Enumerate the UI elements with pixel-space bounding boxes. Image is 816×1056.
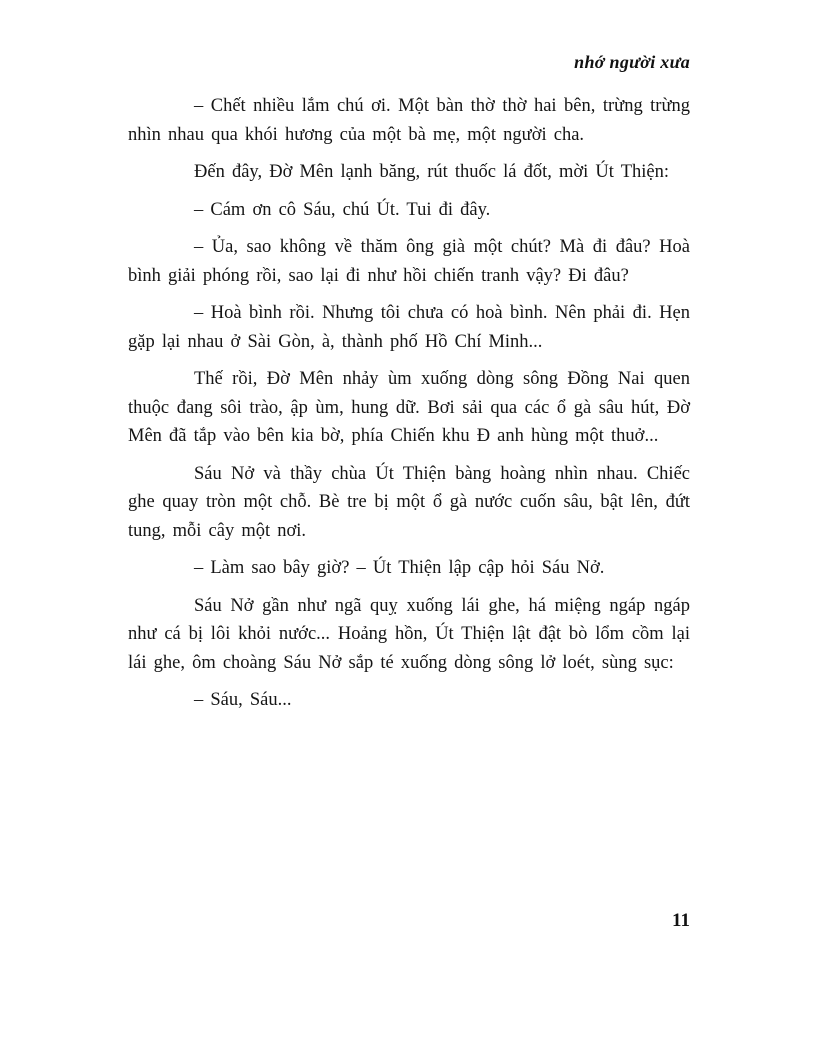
- paragraph: – Ủa, sao không về thăm ông già một chút? Mà đi đâu? Hoà bình giải phóng rồi, sao lại đi như hồi chiến tranh vậy? Đi đâu?: [128, 237, 690, 286]
- paragraph: – Sáu, Sáu...: [194, 690, 292, 710]
- paragraph: – Chết nhiều lắm chú ơi. Một bàn thờ thờ hai bên, trừng trừng nhìn nhau qua khói hương của một bà mẹ, một người cha.: [128, 96, 690, 145]
- paragraph: Sáu Nở gần như ngã quỵ xuống lái ghe, há miệng ngáp ngáp như cá bị lôi khỏi nước... Hoảng hồn, Út Thiện lật đật bò lổm cồm lại lái ghe, ôm choàng Sáu Nở sắp té xuống dòng sông lở loét, sùng sục:: [128, 595, 690, 673]
- paragraph: Đến đây, Đờ Mên lạnh băng, rút thuốc lá đốt, mời Út Thiện:: [194, 162, 669, 182]
- page-number: 11: [672, 910, 690, 931]
- body-text: [128, 92, 690, 724]
- paragraph: – Cám ơn cô Sáu, chú Út. Tui đi đây.: [194, 199, 491, 220]
- running-header: nhớ người xưa: [574, 52, 690, 72]
- paragraph: – Hoà bình rồi. Nhưng tôi chưa có hoà bình. Nên phải đi. Hẹn gặp lại nhau ở Sài Gòn, à, thành phố Hồ Chí Minh...: [128, 303, 690, 352]
- paragraph: – Làm sao bây giờ? – Út Thiện lập cập hỏi Sáu Nở.: [194, 558, 605, 578]
- paragraph: Thế rồi, Đờ Mên nhảy ùm xuống dòng sông Đồng Nai quen thuộc đang sôi trào, ập ùm, hung dữ. Bơi sải qua các ổ gà sâu hút, Đờ Mên đã tắp vào bên kia bờ, phía Chiến khu Đ anh hùng một thuở...: [128, 369, 690, 446]
- paragraph: Sáu Nở và thầy chùa Út Thiện bàng hoàng nhìn nhau. Chiếc ghe quay tròn một chỗ. Bè tre bị một ổ gà nước cuốn sâu, bật lên, đứt tung, mỗi cây một nơi.: [128, 463, 690, 541]
